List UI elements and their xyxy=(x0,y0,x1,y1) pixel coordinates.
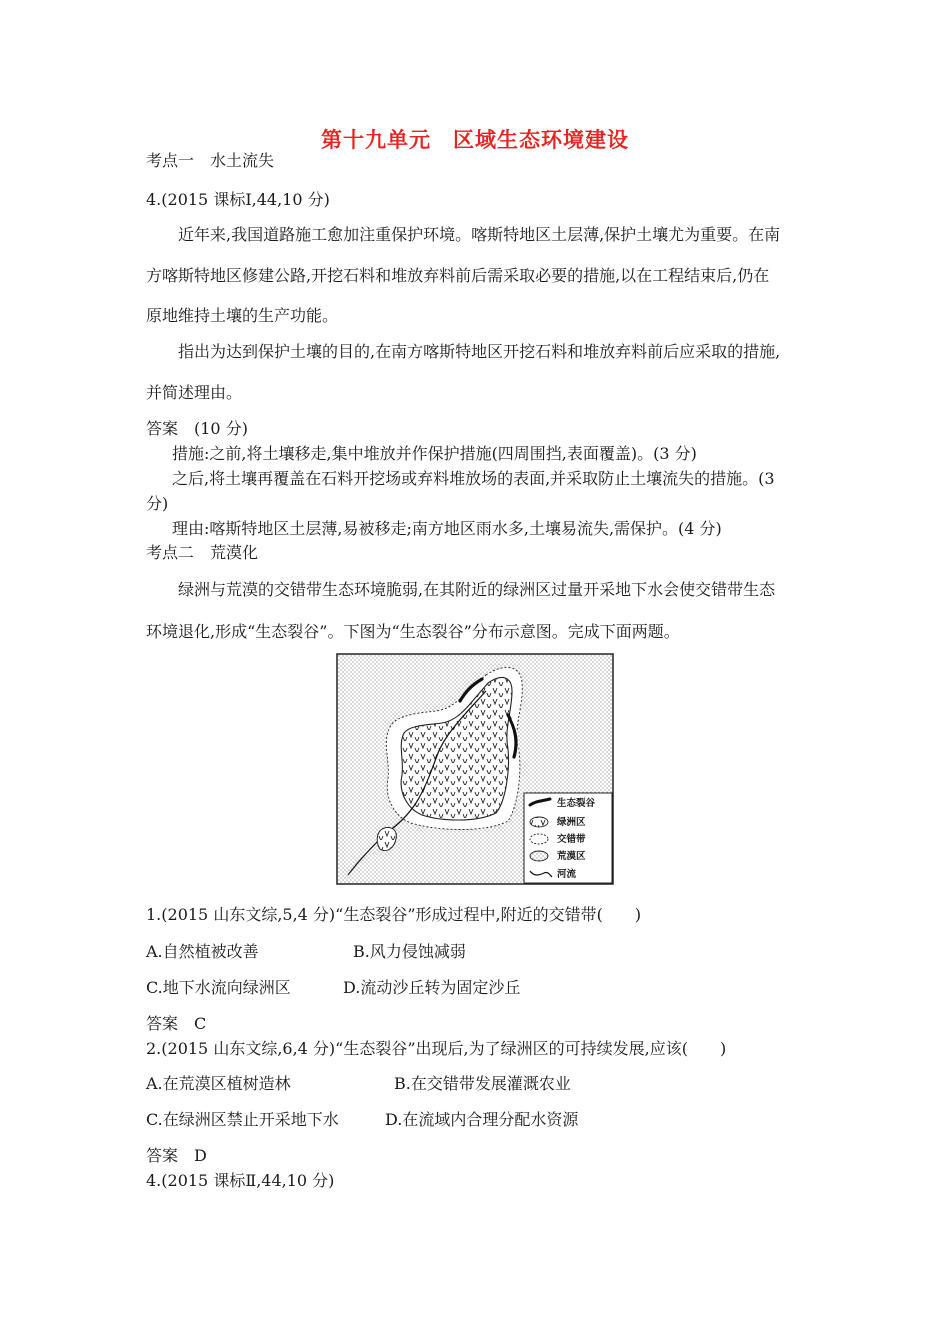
legend-oasis-label: 绿洲区 xyxy=(557,817,586,828)
question-source: 4.(2015 课标Ⅰ,44,10 分) xyxy=(146,190,330,209)
paragraph-line: 近年来,我国道路施工愈加注重保护环境。喀斯特地区土层薄,保护土壤尤为重要。在南 xyxy=(178,225,781,244)
legend-rift-label: 生态裂谷 xyxy=(557,798,596,809)
answer-line: 理由:喀斯特地区土层薄,易被移走;南方地区雨水多,土壤易流失,需保护。(4 分) xyxy=(172,519,722,538)
option-2d: D.在流域内合理分配水资源 xyxy=(385,1110,579,1129)
answer-line: 分) xyxy=(146,494,169,513)
legend-oasis-symbol xyxy=(530,817,548,827)
page-title: 第十九单元 区域生态环境建设 xyxy=(321,128,629,152)
paragraph-line: 原地维持土壤的生产功能。 xyxy=(146,306,339,325)
paragraph-line: 绿洲与荒漠的交错带生态环境脆弱,在其附近的绿洲区过量开采地下水会使交错带生态 xyxy=(178,580,776,599)
answer-1: 答案 C xyxy=(146,1014,207,1033)
ecological-rift-map xyxy=(336,653,614,885)
legend-ecotone-label: 交错带 xyxy=(557,834,586,845)
answer-line: 之后,将土壤再覆盖在石料开挖场或弃料堆放场的表面,并采取防止土壤流失的措施。(3 xyxy=(172,469,775,488)
section-heading-soil-erosion: 考点一 水土流失 xyxy=(146,151,275,170)
paragraph-line: 方喀斯特地区修建公路,开挖石料和堆放弃料前后需采取必要的措施,以在工程结束后,仍在 xyxy=(146,266,770,285)
option-1c: C.地下水流向绿洲区 xyxy=(146,978,291,997)
option-2b: B.在交错带发展灌溉农业 xyxy=(394,1074,571,1093)
option-2c: C.在绿洲区禁止开采地下水 xyxy=(146,1110,339,1129)
section-heading-desertification: 考点二 荒漠化 xyxy=(146,543,259,562)
legend-ecotone-symbol xyxy=(530,834,548,844)
next-question-source: 4.(2015 课标Ⅱ,44,10 分) xyxy=(146,1171,335,1190)
question-2: 2.(2015 山东文综,6,4 分)“生态裂谷”出现后,为了绿洲区的可持续发展,应该( ) xyxy=(146,1039,727,1058)
option-1a: A.自然植被改善 xyxy=(146,942,259,961)
answer-line: 措施:之前,将土壤移走,集中堆放并作保护措施(四周围挡,表面覆盖)。(3 分) xyxy=(172,444,697,463)
answer-2: 答案 D xyxy=(146,1146,207,1165)
paragraph-line: 并简述理由。 xyxy=(146,383,243,402)
option-1b: B.风力侵蚀减弱 xyxy=(353,942,466,961)
paragraph-line: 环境退化,形成“生态裂谷”。下图为“生态裂谷”分布示意图。完成下面两题。 xyxy=(146,622,680,641)
option-2a: A.在荒漠区植树造林 xyxy=(146,1074,291,1093)
question-1: 1.(2015 山东文综,5,4 分)“生态裂谷”形成过程中,附近的交错带( ) xyxy=(146,905,642,924)
paragraph-line: 指出为达到保护土壤的目的,在南方喀斯特地区开挖石料和堆放弃料前后应采取的措施, xyxy=(178,342,781,361)
legend-river-label: 河流 xyxy=(557,869,577,880)
legend-desert-symbol xyxy=(530,851,548,861)
answer-label: 答案 (10 分) xyxy=(146,419,248,438)
legend-desert-label: 荒漠区 xyxy=(557,851,586,862)
option-1d: D.流动沙丘转为固定沙丘 xyxy=(343,978,521,997)
